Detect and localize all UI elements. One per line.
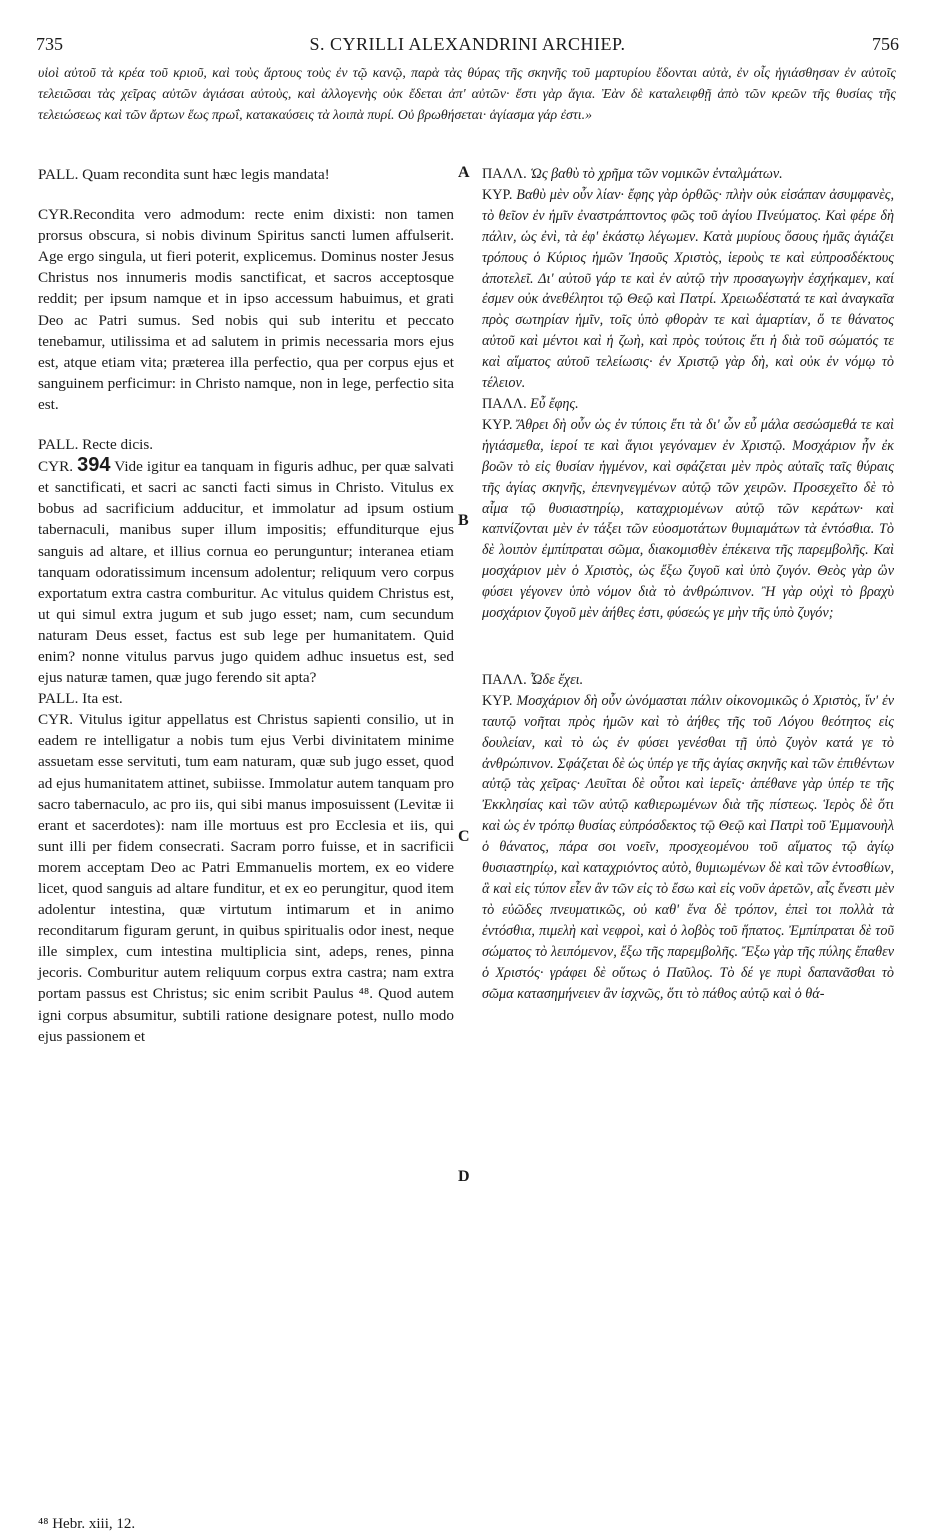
paragraph-text: Βαθὺ μὲν οὖν λίαν· ἔφης γὰρ ὀρθῶς· πλὴν οὐκ εἰσάπαν ἀσυμφανὲς, τὸ θεῖον ἐν ἡμῖν ἐναστράπτοντος φῶς τοῦ ἁγίου Πνεύματος. Καὶ φέρε δὴ πάλιν, ὡς ἐνὶ, τὰ ἐφ' ἑκάστῳ λέγωμεν. Κατὰ μυρίους ὅσους ἡμᾶς ἁγιάζει τρόπους ὁ Κύριος ἡμῶν Ἰησοῦς Χριστὸς, ἱεροὺς τε καὶ εὐπροσδέκτους ἀποτελεῖ. Δι' αὐτοῦ γάρ τε καὶ ἐν αὐτῷ τὴν προσαγωγὴν ἐσχήκαμεν, καί ἐσμεν οὐκ ἀνεθέλητοι τῷ Θεῷ καὶ Πατρί. Χρειωδέστατά τε καὶ ἀναγκαῖα πρὸς σωτηρίαν ἡμῖν, τοῖς ὑπὸ φθορὰν τε καὶ ἁμαρτίαν, ὅ τε θάνατος αὐτοῦ καὶ μέντοι καὶ ἡ ζωὴ, καὶ πρὸς τούτοις ἔτι ἡ διὰ τοῦ σώματός τε καὶ αἵματος αὐτοῦ τελείωσις· ἐν Χριστῷ γὰρ δὴ, καὶ οὐκ ἐν νόμῳ τὸ τέλειον. <box>482 186 894 392</box>
speaker-label: ΠΑΛΛ. <box>482 166 527 182</box>
paragraph-text: Εὖ ἔφης. <box>530 395 579 412</box>
latin-paragraph <box>38 434 454 455</box>
latin-paragraph <box>38 204 454 415</box>
speaker-label: ΚΥΡ. <box>482 186 513 203</box>
latin-paragraph <box>38 688 454 709</box>
paragraph-text: Μοσχάριον δὴ οὖν ὠνόμασται πάλιν οἰκονομικῶς ὁ Χριστὸς, ἵν' ἐν ταυτῷ νοῆται πρὸς ἡμῶν καὶ τὸ ἀήθες τῆς τοῦ Λόγου θεότητος εἰς δουλείαν, καὶ τὸ ὡς ἐν φύσει γενέσθαι τῇ ὑπὸ ζυγὸν κατά γε τὸ ἀνθρώπινον. Σφάζεται δὲ ὡς ὑπέρ γε τῆς ἁγίας σκηνῆς καὶ τῶν ἐπιθέντων αὐτῷ τὰς χεῖρας· Λευῖται δὲ οὗτοι καὶ ἱερεῖς· ἀπέθανε γὰρ ὑπέρ τε τῆς Ἐκκλησίας καὶ τῶν αὐτῷ καθιερωμένων διὰ τῆς πίστεως. Ἱερὸς δὲ ὅτι καὶ ὡς ἐν τρόπῳ θυσίας εὐπρόσδεκτος τῷ Θεῷ καὶ Πατρὶ τοῦ Ἐμμανουὴλ ὁ θάνατος, πάρα σοι νοεῖν, προσχεομένου τοῦ αἵματος τῷ ἁγίῳ θυσιαστηρίῳ, καὶ καταχριόντος αὐτὸ, θυμιωμένων δὲ καὶ τῶν ἐντοσθίων, ἃ καὶ εἰς τύπον εἶεν ἂν τῶν εἰς τὸ ἔσω καὶ εἰς νοῦν ἀρετῶν, αἷς ἔνεστι μὲν τὸ εὐῶδες πνευματικῶς, οὐ καθ' ἕνα δὲ τρόπον, ἐπεὶ τοι πολλὰ τὰ ἐντόσθια, πιμελὴ καὶ νεφροὶ, καὶ ὁ λοβὸς τοῦ ἥπατος. Ἐμπίπραται δὲ τοῦ σώματος τὸ λειπόμενον, ἔξω τῆς παρεμβολῆς. Ἔξω γὰρ τῆς πύλης ἔπαθεν ὁ Χριστός· γράφει δὲ οὕτως ὁ Παῦλος. Τὸ δέ γε πυρὶ δαπανᾶσθαι τὸ σῶμα κατασημήνειεν ἂν ἰσχνῶς, ὅτι τὸ πάθος αὐτῷ καὶ ὁ θά- <box>482 692 894 1002</box>
page-number-right: 756 <box>872 34 899 54</box>
greek-paragraph <box>482 164 894 185</box>
paragraph-text: Recte dicis. <box>82 436 154 454</box>
latin-column <box>38 164 454 1047</box>
latin-paragraph <box>38 709 454 1047</box>
speaker-label: PALL. <box>38 436 79 454</box>
speaker-label: ΚΥΡ. <box>482 416 513 433</box>
paragraph-text: Ἄθρει δὴ οὖν ὡς ἐν τύποις ἔτι τὰ δι' ὧν εὖ μάλα σεσώσμεθά τε καὶ ἡγιάσμεθα, ἱεροί τε καὶ ἅγιοι γεγόναμεν ἐν Χριστῷ. Μοσχάριον ἦν ἐκ βοῶν τὸ εἰς θυσίαν ἡγμένον, καὶ σφάζεται μὲν πρὸς αὐταῖς ταῖς θύραις τῆς ἁγίας σκηνῆς, ἐπενηνεγμένων αὐτῷ τῶν χειρῶν. Προσεχεῖτο δὲ τὸ αἷμα τῷ θυσιαστηρίῳ, καταχριομένων αὐτῷ τῶν κεράτων· καὶ καπνίζονται μὲν ἐν τάξει τῶν εὐοσμοτάτων θυμιαμάτων τὰ ἐντόσθια. Τὸ δὲ λοιπὸν ἐμπίπραται σῶμα, διακομισθὲν ἐπέκεινα τῆς παρεμβολῆς. Καὶ μοσχάριον μὲν ὁ Χριστὸς, ὡς ἔξω ζυγοῦ καὶ ὑπὸ ζυγόν. Θεὸς γὰρ ὢν φύσει γέγονεν ὑπὸ νόμον διὰ τὸ ἀνθρώπινον. Ἢ γὰρ οὐχὶ τὸ βραχὺ μοσχάριον ζυγοῦ μὲν ἀήθες ἐστι, φύσεώς γε μὴν τῆς ὑπὸ ζυγόν; <box>482 416 894 622</box>
speaker-label: PALL. <box>38 166 79 183</box>
speaker-label: ΠΑΛΛ. <box>482 671 527 688</box>
paragraph-text: Ita est. <box>82 690 123 708</box>
latin-paragraph <box>38 164 454 185</box>
latin-paragraph <box>38 455 454 688</box>
speaker-label: CYR. <box>38 711 74 729</box>
margin-marker-c: C <box>458 828 470 845</box>
speaker-label: ΠΑΛΛ. <box>482 395 527 412</box>
greek-paragraph <box>482 415 894 624</box>
page-number-left: 735 <box>36 34 63 54</box>
margin-marker-b: B <box>458 512 469 529</box>
paragraph-text: Quam recondita sunt hæc legis mandata! <box>82 166 330 183</box>
greek-paragraph <box>482 394 894 415</box>
speaker-label: CYR. <box>38 458 74 476</box>
running-title: S. CYRILLI ALEXANDRINI ARCHIEP. <box>309 34 626 54</box>
speaker-label: PALL. <box>38 690 79 708</box>
margin-marker-a: A <box>458 164 470 181</box>
section-number: 394 <box>77 454 111 477</box>
speaker-label: CYR. <box>38 206 74 224</box>
greek-column <box>482 164 894 1004</box>
greek-paragraph <box>482 691 894 1005</box>
footnote: ⁴⁸ Hebr. xiii, 12. <box>38 1516 136 1532</box>
greek-paragraph <box>482 185 894 394</box>
speaker-label: ΚΥΡ. <box>482 692 513 709</box>
intro-greek-quotation: υἱοὶ αὐτοῦ τὰ κρέα τοῦ κριοῦ, καὶ τοὺς ἄρτους τοὺς ἐν τῷ κανῷ, παρὰ τὰς θύρας τῆς σκηνῆς τοῦ μαρτυρίου ἔδονται αὐτὰ, ἐν οἷς ἡγιάσθησαν ἐν αὐτοῖς τελειῶσαι τὰς χεῖρας αὐτῶν ἁγιάσαι αὐτοὺς, καὶ ἀλλογενὴς οὐκ ἔδεται ἀπ' αὐτῶν· ἔστι γὰρ ἅγια. Ἐὰν δὲ καταλειφθῇ ἀπὸ τῶν κρεῶν τῆς θυσίας τῆς τελειώσεως καὶ τῶν ἄρτων ἕως πρωΐ, κατακαύσεις τὰ λοιπὰ πυρί. Οὐ βρωθήσεται· ἁγίασμα γάρ ἐστι.» <box>38 65 896 122</box>
paragraph-text: Recondita vero admodum: recte enim dixisti: non tamen prorsus obscura, si nobis divinum Spiritus sancti lumen affulserit. Age ergo singula, ut fieri poterit, explicemus. Dominus noster Jesus Christus nos innumeris modis sanctificat, et sacros acceptosque reddit; per ipsum namque et in ipso accessum habuimus, et grati Deo ac Patri sumus. Sed nobis qui sub interitu et peccato tenebamur, utilissima et ad salutem in primis necessaria mors ejus est, atque etiam vita; præterea illa perfectio, qua per corpus ejus et sanguinem perficimur: in Christo namque, non in lege, perfectio sita est. <box>38 206 454 413</box>
paragraph-text: Ὡς βαθὺ τὸ χρῆμα τῶν νομικῶν ἐνταλμάτων. <box>530 166 783 182</box>
greek-paragraph <box>482 670 894 691</box>
page-header <box>36 34 899 58</box>
paragraph-text: Ὧδε ἔχει. <box>530 671 584 688</box>
paragraph-text: Vitulus igitur appellatus est Christus sapienti consilio, ut in eadem re intelligatur a nobis tum ejus Verbi divinitatem minime assuetam esse servituti, tum eam naturam, quæ sub jugo esset, quod ad ejus humanitatem attinet, subiisse. Immolatur autem tanquam pro sacro tabernaculo, ac pro iis, qui sibi manus imposuissent (Levitæ ii erant et sacerdotes): nam ille mortuus est pro Ecclesia et iis, qui sunt illi per fidem consecrati. Sacram porro fuisse, et in sacrificii morem acceptam Deo ac Patri Emmanuelis mortem, ex eo videre licet, quod sanguis ad altare funditur, et ex eo perungitur, quod item adolentur intestina, quæ virtutum intimarum et in animo reconditarum figuram gerunt, in quibus spiritualis odor inest, neque ille simplex, cum intestina multiplicia sint, adeps, renes, pinna jecoris. Comburitur autem reliquum corpus extra castra; nam extra portam passus est Christus; sic enim scribit Paulus ⁴⁸. Quod autem igni corpus absumitur, subtili ratione designare potest, nullo modo ejus passionem et <box>38 711 454 1045</box>
paragraph-text: Vide igitur ea tanquam in figuris adhuc, per quæ salvati et sanctificati, et sacri ac sancti facti simus in Christo. Vitulus ex bobus ad sacrificium adducitur, et immolatur ad ipsum ostium tabernaculi, manibus super illum impositis; effunditurque ejus sanguis ad altare, et illius cornua eo perunguntur; interanea etiam tanquam odoratissimum incensum adolentur; reliquum vero corpus exportatum extra castra comburitur. Ac vitulus quidem Christus est, ut qui simul extra jugum et sub jugo esset; nam, cum secundum naturam Deus esset, factus est sub lege per humanitatem. Quid enim? nonne vitulus parvus jugo quidem adhuc insuetus est, sed ejus naturæ tamen, quæ jugo ferendo sit apta? <box>38 458 454 687</box>
margin-marker-d: D <box>458 1168 470 1185</box>
